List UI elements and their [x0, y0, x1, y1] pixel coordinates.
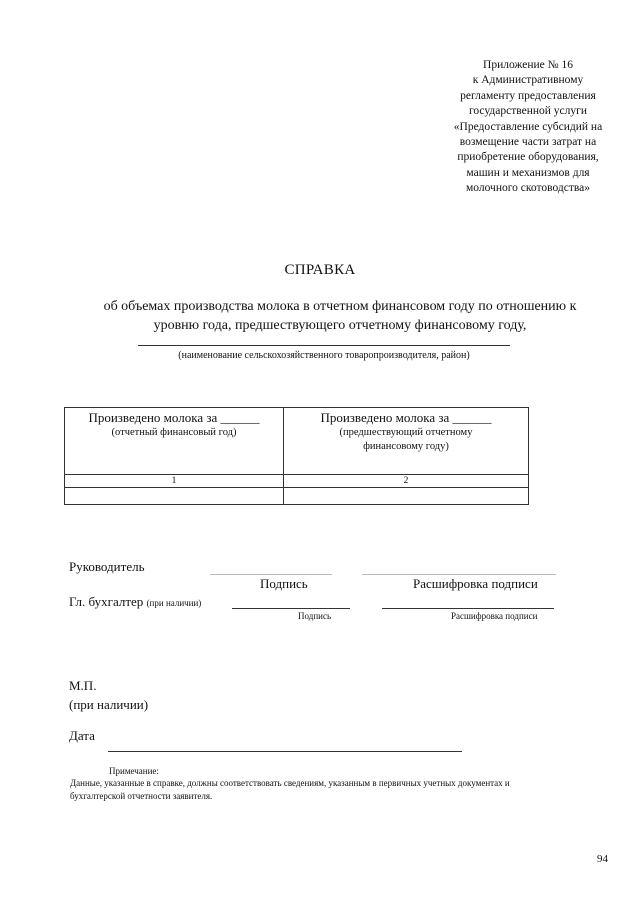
document-subtitle — [70, 298, 610, 335]
col2-subheader-2: финансовому году) — [363, 441, 449, 452]
table-row — [65, 488, 529, 505]
note-heading: Примечание: — [109, 766, 159, 776]
milk-production-table — [64, 407, 529, 505]
head-decode-field[interactable] — [362, 574, 556, 575]
stamp-label: М.П. — [69, 678, 97, 693]
col2-subheader-1: (предшествующий отчетному — [339, 427, 473, 438]
note-text — [70, 777, 610, 802]
table-header-cell — [284, 408, 529, 475]
subtitle-line-1: об объемах производства молока в отчетном финансовом году по отношению к — [103, 299, 577, 314]
appendix-line: машин и механизмов для — [466, 166, 590, 179]
appendix-line: возмещение части затрат на — [459, 136, 597, 149]
accountant-signature-field[interactable] — [232, 608, 350, 609]
stamp-block — [69, 676, 148, 714]
subtitle-line-2: уровню года, предшествующего отчетному финансовому году, — [153, 317, 527, 333]
note-line-1: Данные, указанные в справке, должны соответствовать сведениям, указанным в первичных учетных документах и — [70, 778, 510, 788]
acc-decode-caption: Расшифровка подписи — [451, 611, 538, 621]
appendix-line: молочного скотоводства» — [465, 182, 591, 195]
col2-number: 2 — [284, 475, 529, 488]
producer-caption: (наименование сельскохозяйственного товаропроизводителя, район) — [178, 350, 470, 361]
col2-header: Произведено молока за ______ — [320, 410, 492, 425]
date-label: Дата — [69, 728, 95, 743]
table-header-row — [65, 408, 529, 475]
appendix-block — [432, 58, 624, 197]
accountant-decode-field[interactable] — [382, 608, 554, 609]
date-field[interactable] — [108, 751, 462, 752]
col1-subheader: (отчетный финансовый год) — [111, 427, 237, 438]
page-number: 94 — [597, 853, 608, 865]
head-decode-caption: Расшифровка подписи — [413, 576, 538, 591]
head-label: Руководитель — [69, 559, 145, 574]
appendix-line: к Административному — [472, 74, 584, 87]
col1-header: Произведено молока за ______ — [88, 410, 260, 425]
appendix-line: регламенту предоставления — [460, 89, 596, 102]
table-input-cell-previous-year[interactable] — [284, 488, 529, 505]
document-title: СПРАВКА — [284, 262, 356, 278]
col1-number: 1 — [65, 475, 284, 488]
appendix-line: «Предоставление субсидий на — [453, 120, 603, 133]
appendix-line: приобретение оборудования, — [457, 151, 599, 164]
acc-sign-caption: Подпись — [298, 611, 332, 621]
head-signature-field[interactable] — [210, 574, 332, 575]
head-sign-caption: Подпись — [260, 576, 308, 591]
appendix-line: Приложение № 16 — [483, 59, 573, 71]
accountant-note: (при наличии) — [146, 598, 202, 608]
table-header-cell — [65, 408, 284, 475]
accountant-label-text: Гл. бухгалтер — [69, 594, 144, 609]
stamp-note: (при наличии) — [69, 697, 149, 712]
table-input-cell-reporting-year[interactable] — [65, 488, 284, 505]
appendix-line: государственной услуги — [468, 105, 588, 118]
producer-name-field[interactable] — [138, 345, 510, 346]
table-number-row — [65, 475, 529, 488]
accountant-label — [69, 594, 201, 610]
note-line-2: бухгалтерской отчетности заявителя. — [70, 790, 213, 801]
